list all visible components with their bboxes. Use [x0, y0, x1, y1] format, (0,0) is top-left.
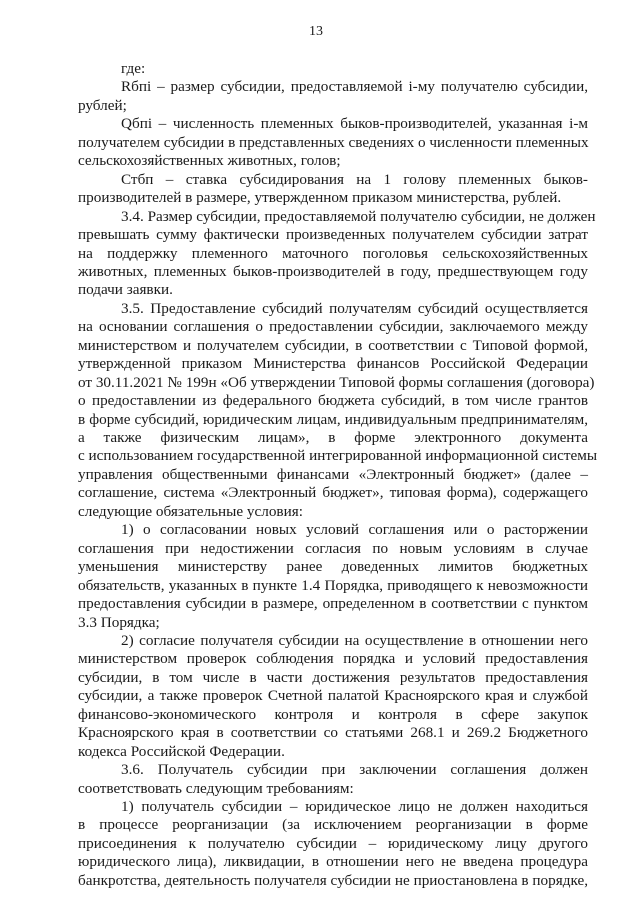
text-line: получателем субсидии в представленных сведениях о численности племенных — [78, 133, 589, 151]
text-line: 3.5. Предоставление субсидий получателям субсидий осуществляется — [121, 299, 588, 317]
text-line: соглашение, система «Электронный бюджет», типовая форма), содержащего — [78, 484, 588, 502]
text-line: 1) о согласовании новых условий соглашения или о расторжении — [121, 521, 588, 539]
text-line: соответствовать следующим требованиям: — [78, 779, 354, 797]
text-line: в форме субсидий, юридическим лицам, индивидуальным предпринимателям, — [78, 410, 588, 428]
text-line: Rбпi – размер субсидии, предоставляемой i-му получателю субсидии, — [121, 78, 588, 96]
text-line: на основании соглашения о предоставлении субсидии, заключаемого между — [78, 318, 588, 336]
text-line: сельскохозяйственных животных, голов; — [78, 152, 341, 170]
text-line: производителей в размере, утвержденном приказом министерства, рублей. — [78, 189, 562, 207]
text-line: 3.3 Порядка; — [78, 613, 160, 631]
text-line: превышать сумму фактически произведенных получателем субсидии затрат — [78, 226, 588, 244]
page-number: 13 — [309, 24, 323, 39]
text-line: уменьшения министерству ранее доведенных лимитов бюджетных — [78, 558, 588, 576]
text-line: юридического лица), ликвидации, в отношении него не введена процедура — [78, 853, 588, 871]
text-line: о предоставлении из федерального бюджета субсидий, в том числе грантов — [78, 392, 588, 410]
text-line: банкротства, деятельность получателя субсидии не приостановлена в порядке, — [78, 871, 588, 889]
text-line: на поддержку племенного маточного поголовья сельскохозяйственных — [78, 244, 588, 262]
text-line: следующие обязательные условия: — [78, 502, 303, 520]
text-line: Красноярского края в соответствии со статьями 268.1 и 269.2 Бюджетного — [78, 724, 588, 742]
text-line: 2) согласие получателя субсидии на осуществление в отношении него — [121, 631, 588, 649]
text-line: в процессе реорганизации (за исключением реорганизации в форме — [78, 816, 588, 834]
text-line: Qбпi – численность племенных быков-производителей, указанная i-м — [121, 115, 588, 133]
text-line: 3.4. Размер субсидии, предоставляемой получателю субсидии, не должен — [121, 207, 596, 225]
text-line: от 30.11.2021 № 199н «Об утверждении Типовой формы соглашения (договора) — [78, 373, 595, 391]
text-line: с использованием государственной интегрированной информационной системы — [78, 447, 598, 465]
text-line: Стбп – ставка субсидирования на 1 голову племенных быков- — [121, 170, 588, 188]
text-line: субсидии, в том числе в части достижения результатов предоставления — [78, 668, 588, 686]
text-line: министерством и получателем субсидии, в соответствии с Типовой формой, — [78, 336, 588, 354]
text-line: кодекса Российской Федерации. — [78, 742, 285, 760]
text-line: министерством проверок соблюдения порядка и условий предоставления — [78, 650, 588, 668]
text-line: рублей; — [78, 96, 127, 114]
text-line: предоставления субсидии в размере, определенном в соответствии с пунктом — [78, 595, 588, 613]
text-line: а также физическим лицам», в форме электронного документа — [78, 429, 588, 446]
text-line: где: — [121, 60, 146, 77]
text-line: финансово-экономического контроля и контроля в сфере закупок — [78, 705, 588, 723]
text-line: утвержденной приказом Министерства финансов Российской Федерации — [78, 355, 588, 373]
text-line: субсидии, а также проверок Счетной палатой Красноярского края и службой — [78, 687, 588, 705]
text-line: 3.6. Получатель субсидии при заключении соглашения должен — [121, 761, 588, 779]
text-line: соглашения при недостижении согласия по новым условиям в случае — [78, 539, 588, 557]
text-line: животных, племенных быков-производителей в году, предшествующем году — [78, 262, 588, 280]
text-line: присоединения к получателю субсидии – юридическому лицу другого — [78, 834, 588, 852]
text-line: управления общественными финансами «Электронный бюджет» (далее – — [78, 465, 588, 483]
text-line: подачи заявки. — [78, 281, 173, 299]
text-line: 1) получатель субсидии – юридическое лицо не должен находиться — [121, 798, 588, 815]
text-line: обязательств, указанных в пункте 1.4 Порядка, приводящего к невозможности — [78, 576, 588, 594]
